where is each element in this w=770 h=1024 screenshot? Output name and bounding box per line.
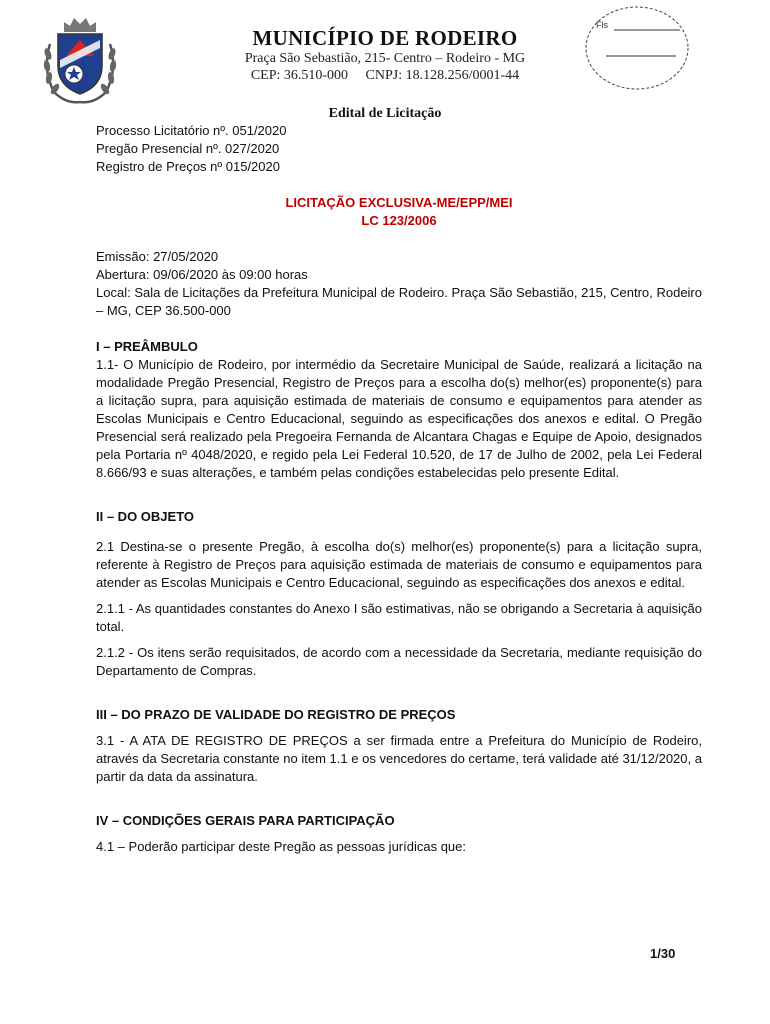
letterhead	[200, 26, 570, 84]
paragraph-1-1: 1.1- O Município de Rodeiro, por intermédio da Secretaire Municipal de Saúde, realizará a licitação na modalidade Pregão Presencial, Registro de Preços para a escolha do(s) melhor(es) proponente(s) para a licitação supra, para aquisição estimada de materiais de consumo e equipamentos para atender as Escolas Municipais e Centro Educacional, seguindo as especificações dos anexos e edital. O Pregão Presencial será realizado pela Pregoeira Fernanda de Alcantara Chagas e Equipe de Apoio, designados pela Portaria nº 4048/2020, e regido pela Lei Federal 10.520, de 17 de Julho de 2002, pela Lei Federal 8.666/93 e suas alterações, e também pelas condições estabelecidas pelo presente Edital.	[96, 357, 702, 480]
page-number: 1/30	[650, 946, 676, 961]
section-title-objeto: II – DO OBJETO	[96, 509, 195, 524]
section-title-prazo: III – DO PRAZO DE VALIDADE DO REGISTRO DE PREÇOS	[96, 707, 456, 722]
section-title-condicoes: IV – CONDIÇÕES GERAIS PARA PARTICIPAÇÃO	[96, 813, 395, 828]
document-body	[96, 122, 702, 856]
municipality-address: Praça São Sebastião, 215- Centro – Rodeiro - MG	[244, 51, 526, 66]
section-title-preambulo: I – PREÂMBULO	[96, 339, 198, 354]
paragraph-4-1: 4.1 – Poderão participar deste Pregão as pessoas jurídicas que:	[96, 839, 467, 854]
paragraph-2-1-2: 2.1.2 - Os itens serão requisitados, de acordo com a necessidade da Secretaria, mediante requisição do Departamento de Compras.	[96, 645, 702, 678]
exclusive-notice: LICITAÇÃO EXCLUSIVA-ME/EPP/MEI	[285, 195, 513, 210]
edital-title: Edital de Licitação	[328, 106, 442, 121]
pregao-number: Pregão Presencial nº. 027/2020	[96, 141, 280, 156]
location: Local: Sala de Licitações da Prefeitura Municipal de Rodeiro. Praça São Sebastião, 215, Centro, Rodeiro – MG, CEP 36.500-000	[96, 285, 702, 318]
paragraph-2-1: 2.1 Destina-se o presente Pregão, à escolha do(s) melhor(es) proponente(s) para a licitação supra, referente à Registro de Preços para aquisição estimada de materiais de consumo e equipamentos para atender as Escolas Municipais e Centro Educacional, seguindo as especificações dos anexos e edital.	[96, 539, 702, 590]
cnpj: CNPJ: 18.128.256/0001-44	[365, 68, 520, 83]
emission-date: Emissão: 27/05/2020	[96, 249, 219, 264]
municipal-crest-icon	[40, 14, 120, 106]
process-references	[96, 122, 702, 176]
registro-number: Registro de Preços nº 015/2020	[96, 159, 280, 174]
stamp-label: Fls	[596, 20, 608, 30]
exclusive-law: LC 123/2006	[361, 213, 437, 228]
cep: CEP: 36.510-000	[250, 68, 349, 83]
paragraph-2-1-1: 2.1.1 - As quantidades constantes do Anexo I são estimativas, não se obrigando a Secretaria à aquisição total.	[96, 601, 702, 634]
process-number: Processo Licitatório nº. 051/2020	[96, 123, 287, 138]
page-stamp-icon	[584, 4, 690, 92]
municipality-registration	[200, 67, 570, 84]
opening-date: Abertura: 09/06/2020 às 09:00 horas	[96, 267, 308, 282]
municipality-title: MUNICÍPIO DE RODEIRO	[252, 26, 518, 50]
paragraph-3-1: 3.1 - A ATA DE REGISTRO DE PREÇOS a ser firmada entre a Prefeitura do Município de Rodeiro, através da Secretaria constante no item 1.1 e os vencedores do certame, terá validade até 31/12/2020, a partir da data da assinatura.	[96, 733, 702, 784]
